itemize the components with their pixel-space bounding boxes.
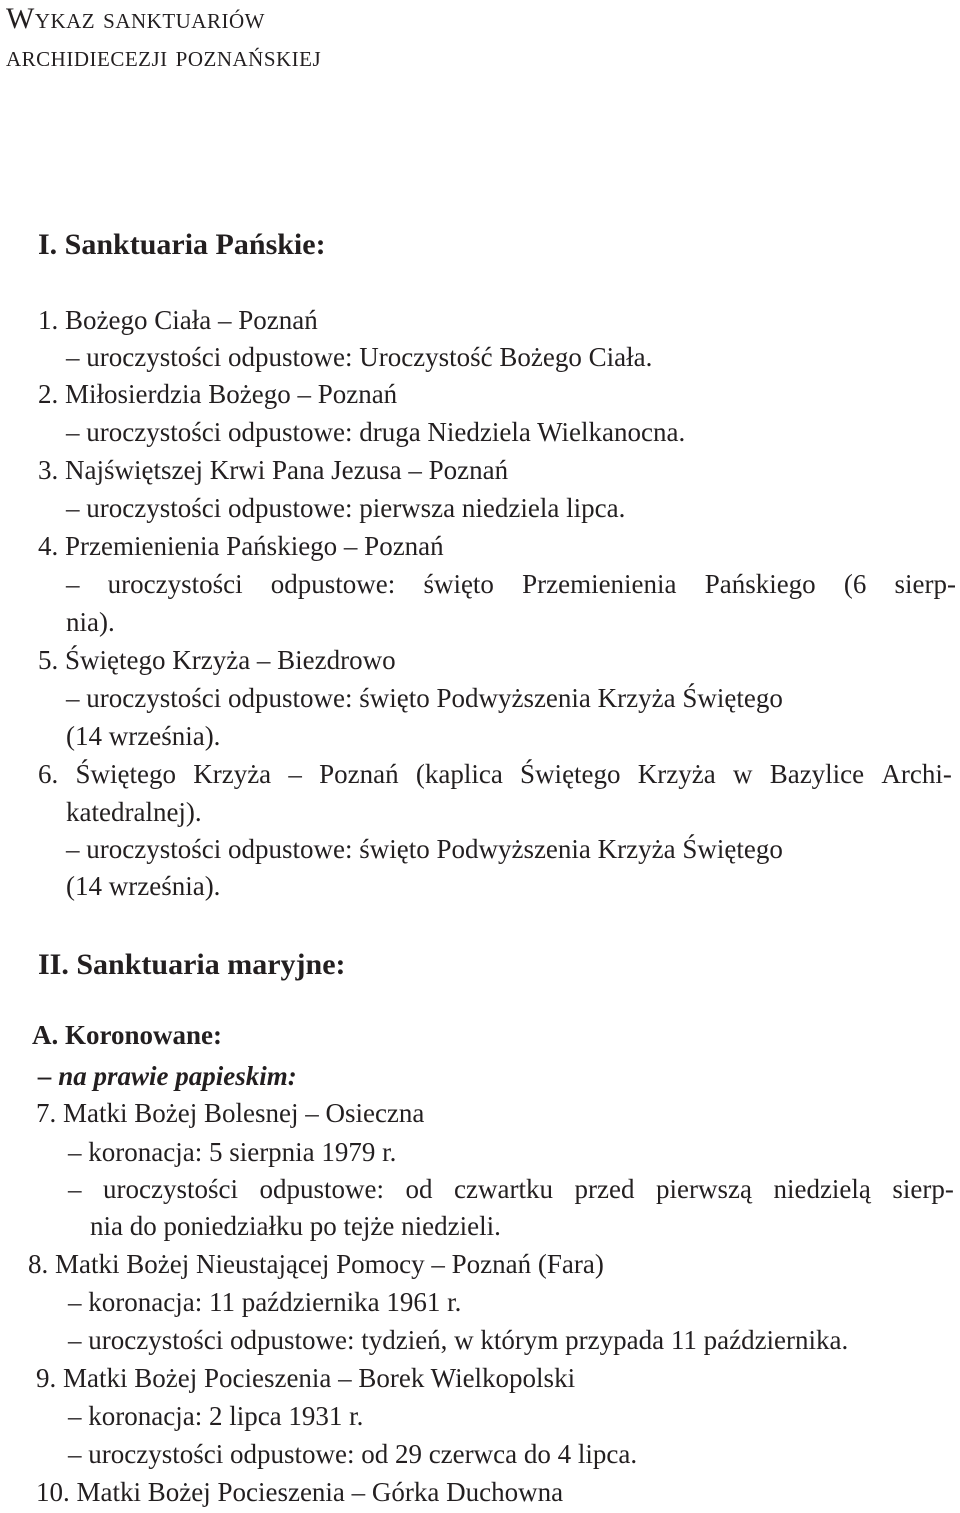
entry-5-title: 5. Świętego Krzyża – Biezdrowo [38,645,396,675]
entry-4-feast: – uroczystości odpustowe: święto Przemienienia Pańskiego (6 sierp- [66,569,956,599]
entry-7-title: 7. Matki Bożej Bolesnej – Osieczna [36,1098,425,1128]
entry-6-feast-cont: (14 września). [66,871,221,901]
entry-7-feast: – uroczystości odpustowe: od czwartku przed pierwszą niedzielą sierp- [68,1174,954,1204]
entry-10-title: 10. Matki Bożej Pocieszenia – Górka Duchowna [36,1477,564,1507]
section-1-heading: I. Sanktuaria Pańskie: [38,228,326,261]
entry-4-feast-cont: nia). [66,607,115,637]
entry-1-feast: – uroczystości odpustowe: Uroczystość Bożego Ciała. [66,342,653,372]
entry-9-feast: – uroczystości odpustowe: od 29 czerwca do 4 lipca. [68,1439,638,1469]
entry-4-title: 4. Przemienienia Pańskiego – Poznań [38,531,444,561]
entry-6-title-cont: katedralnej). [66,797,202,827]
entry-7-feast-cont: nia do poniedziałku po tejże niedzieli. [90,1211,501,1241]
entry-6-feast: – uroczystości odpustowe: święto Podwyższenia Krzyża Świętego [66,834,783,864]
entry-8-title: 8. Matki Bożej Nieustającej Pomocy – Poznań (Fara) [28,1249,604,1279]
entry-9-title: 9. Matki Bożej Pocieszenia – Borek Wielkopolski [36,1363,576,1393]
entry-9-coronation: – koronacja: 2 lipca 1931 r. [68,1401,364,1431]
section-2-heading: II. Sanktuaria maryjne: [38,948,346,981]
subsection-a-heading: A. Koronowane: [32,1020,223,1050]
entry-6-title: 6. Świętego Krzyża – Poznań (kaplica Świętego Krzyża w Bazylice Archi- [38,759,952,789]
entry-3-feast: – uroczystości odpustowe: pierwsza niedziela lipca. [66,493,626,523]
entry-2-title: 2. Miłosierdzia Bożego – Poznań [38,379,398,409]
page-title-line-1: Wykaz sanktuariów [6,2,265,35]
page-title-line-2: archidiecezji poznańskiej [6,40,322,73]
entry-7-coronation: – koronacja: 5 sierpnia 1979 r. [68,1137,397,1167]
entry-3-title: 3. Najświętszej Krwi Pana Jezusa – Poznań [38,455,509,485]
entry-5-feast: – uroczystości odpustowe: święto Podwyższenia Krzyża Świętego [66,683,783,713]
entry-2-feast: – uroczystości odpustowe: druga Niedziela Wielkanocna. [66,417,686,447]
entry-5-feast-cont: (14 września). [66,721,221,751]
entry-8-feast: – uroczystości odpustowe: tydzień, w którym przypada 11 października. [68,1325,849,1355]
entry-1-title: 1. Bożego Ciała – Poznań [38,305,318,335]
entry-8-coronation: – koronacja: 11 października 1961 r. [68,1287,462,1317]
page-title [6,0,321,76]
subsection-a-category: – na prawie papieskim: [38,1061,297,1091]
